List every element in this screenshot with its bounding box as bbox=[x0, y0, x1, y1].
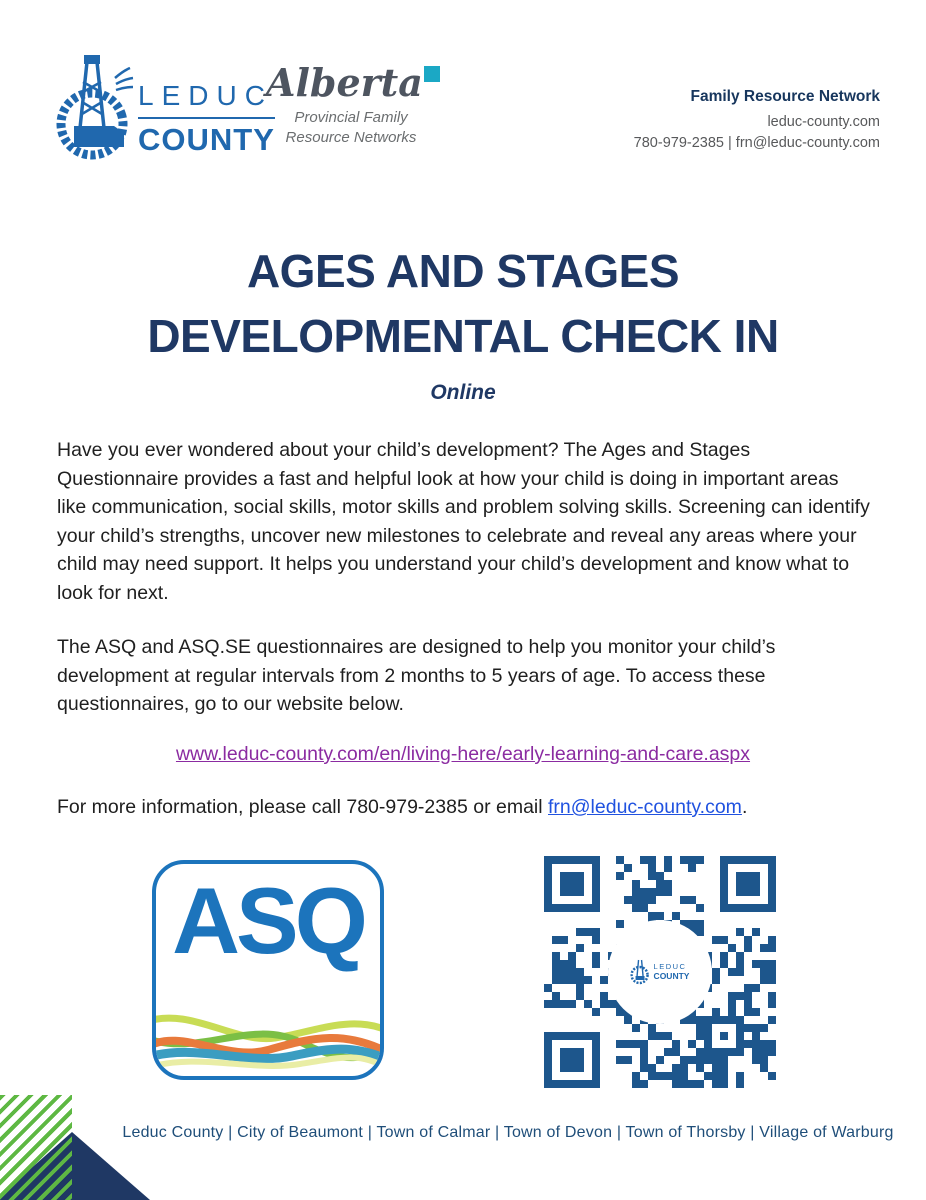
page-subtitle-online: Online bbox=[430, 381, 496, 404]
qr-code bbox=[544, 856, 776, 1088]
alberta-subtitle bbox=[266, 108, 436, 148]
email-link[interactable]: frn@leduc-county.com bbox=[548, 796, 742, 818]
leduc-wordmark-line1: LEDUC bbox=[138, 80, 275, 119]
alberta-frn-logo bbox=[266, 62, 456, 148]
corner-green-stripes bbox=[0, 1095, 72, 1200]
alberta-subtitle-line1: Provincial Family bbox=[294, 108, 408, 126]
page-title-line2: DEVELOPMENTAL CHECK IN bbox=[147, 310, 779, 362]
leduc-wordmark-line2: COUNTY bbox=[138, 122, 275, 157]
contact-website: leduc-county.com bbox=[767, 114, 880, 130]
qr-center-logo bbox=[631, 958, 690, 986]
corner-decoration bbox=[0, 1085, 230, 1200]
qr-logo-line1: LEDUC bbox=[653, 962, 687, 972]
alberta-subtitle-line2: Resource Networks bbox=[285, 128, 417, 146]
leduc-county-wordmark bbox=[138, 80, 275, 158]
asq-logo bbox=[152, 860, 384, 1080]
website-link[interactable]: www.leduc-county.com/en/living-here/early-learning-and-care.aspx bbox=[175, 743, 751, 765]
qr-logo-line2: COUNTY bbox=[653, 971, 690, 982]
page-title-line1: AGES AND STAGES bbox=[246, 245, 680, 297]
more-info-line bbox=[57, 796, 747, 819]
contact-title: Family Resource Network bbox=[690, 88, 880, 105]
more-info-suffix: . bbox=[741, 796, 748, 818]
intro-paragraph: Have you ever wondered about your child’s development? The Ages and Stages Questionnaire provides a fast and helpful look at how your child is doing in important areas like communication, social skills, motor skills and problem solving skills. Screening can identify your child’s strengths, uncover new milestones to celebrate and reveal any areas where your child may need support. It helps you understand your child’s development and know what to look for next. bbox=[57, 439, 870, 604]
asq-paragraph: The ASQ and ASQ.SE questionnaires are designed to help you monitor your child’s development at regular intervals from 2 months to 5 years of age. To access these questionnaires, go to our website below. bbox=[57, 636, 776, 715]
leduc-county-logo-icon bbox=[56, 52, 136, 170]
alberta-teal-square-icon bbox=[424, 66, 440, 82]
qr-leduc-mini-icon bbox=[631, 958, 651, 986]
more-info-prefix: For more information, please call 780-979-2385 or email bbox=[57, 796, 548, 818]
footer-municipalities: Leduc County | City of Beaumont | Town of Calmar | Town of Devon | Town of Thorsby | Village of Warburg bbox=[122, 1124, 894, 1141]
asq-ribbons-icon bbox=[152, 1000, 384, 1080]
website-link-row bbox=[0, 743, 926, 766]
asq-logo-text: ASQ bbox=[172, 868, 364, 973]
alberta-script-text: Alberta bbox=[266, 60, 423, 105]
header-contact-block bbox=[634, 88, 880, 154]
contact-phone-email: 780-979-2385 | frn@leduc-county.com bbox=[633, 135, 880, 151]
